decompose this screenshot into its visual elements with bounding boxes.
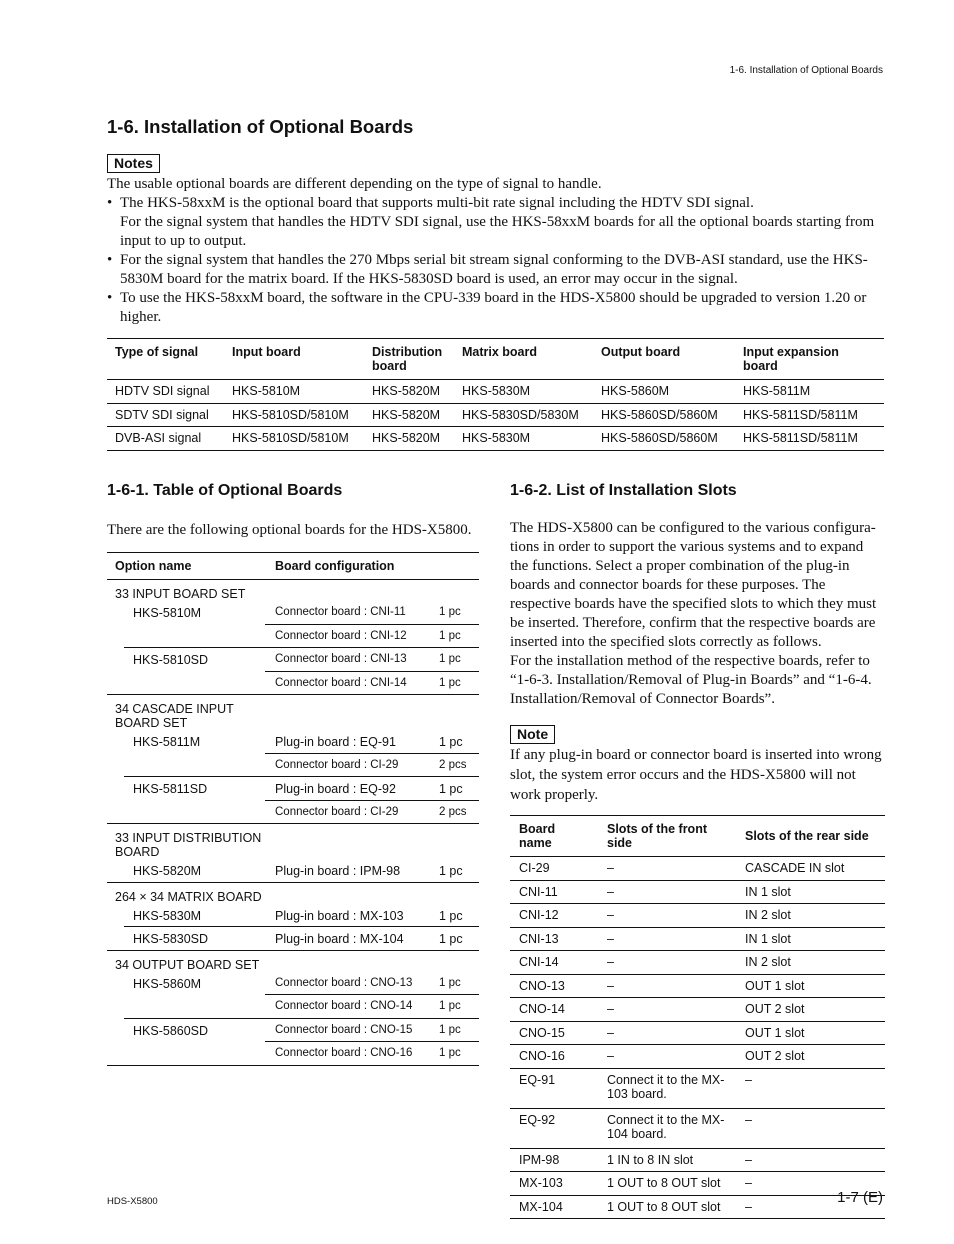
option-group <box>107 580 479 695</box>
page-number: 1-7 (E) <box>837 1189 883 1206</box>
table-row <box>510 1068 885 1108</box>
table-cell: OUT 1 slot <box>736 974 885 998</box>
col-type-of-signal: Type of signal <box>107 339 224 380</box>
table-row <box>510 974 885 998</box>
col-rear-slots: Slots of the rear side <box>736 816 885 857</box>
table-cell: Connect it to the MX-103 board. <box>598 1068 736 1108</box>
config-part: Connector board : CNI-13 <box>275 653 407 665</box>
table-cell: DVB-ASI signal <box>107 427 224 451</box>
table-cell: Connect it to the MX-104 board. <box>598 1108 736 1148</box>
config-qty: 1 pc <box>439 782 463 796</box>
config-part: Connector board : CI-29 <box>275 758 399 771</box>
option-group <box>107 951 479 1065</box>
notes-lead: The usable optional boards are different depending on the type of signal to handle. <box>107 176 602 192</box>
option-model-name: HKS-5830M <box>133 908 202 923</box>
config-row <box>265 601 479 624</box>
option-group <box>107 883 479 951</box>
table-row <box>510 927 885 951</box>
config-row <box>265 624 479 648</box>
table-cell: IN 1 slot <box>736 880 885 904</box>
config-qty: 1 pc <box>439 606 461 618</box>
table-cell: 1 OUT to 8 OUT slot <box>598 1195 736 1219</box>
table-cell: CNO-13 <box>510 974 598 998</box>
table-cell: HKS-5810M <box>224 380 364 404</box>
table-cell: HKS-5820M <box>364 403 454 427</box>
table-cell: MX-103 <box>510 1172 598 1196</box>
table-cell: CI-29 <box>510 857 598 881</box>
config-qty: 1 pc <box>439 908 463 923</box>
config-row <box>265 927 479 950</box>
option-model <box>124 647 479 694</box>
table-cell: – <box>736 1108 885 1148</box>
config-qty: 1 pc <box>439 676 461 689</box>
col-board-configuration: Board configuration <box>275 559 395 573</box>
option-group-name: 264 × 34 MATRIX BOARD <box>115 889 262 904</box>
installation-slots-table <box>510 815 885 1219</box>
table-row <box>510 1045 885 1069</box>
col-input-expansion-board: Input expansion board <box>735 339 884 380</box>
config-part: Connector board : CNI-12 <box>275 629 407 642</box>
table-cell: HKS-5810SD/5810M <box>224 427 364 451</box>
option-group-name: 34 CASCADE INPUT BOARD SET <box>115 702 234 730</box>
table-cell: CNO-16 <box>510 1045 598 1069</box>
table-cell: HKS-5811M <box>735 380 884 404</box>
table-cell: HKS-5820M <box>364 427 454 451</box>
notes-label: Notes <box>107 154 160 173</box>
col-input-board: Input board <box>224 339 364 380</box>
footer-model: HDS-X5800 <box>107 1196 158 1207</box>
config-part: Connector board : CNO-16 <box>275 1047 413 1059</box>
table-cell: IN 2 slot <box>736 951 885 975</box>
table-cell: – <box>598 1045 736 1069</box>
note-body: If any plug-in board or connector board is inserted into wrong slot, the system error occurs and the HDS-X5800 will not work properly. <box>510 747 882 803</box>
table-cell: OUT 2 slot <box>736 998 885 1022</box>
signal-table-header-row <box>107 339 884 380</box>
table-cell: IN 2 slot <box>736 904 885 928</box>
table-cell: HKS-5830SD/5830M <box>454 403 593 427</box>
note-bullet-1-line1: The HKS-58xxM is the optional board that supports multi-bit rate signal including the HDTV SDI signal. <box>120 195 754 211</box>
table-cell: – <box>598 974 736 998</box>
col-front-slots: Slots of the front side <box>598 816 736 857</box>
table-cell: – <box>598 857 736 881</box>
table-cell: HKS-5820M <box>364 380 454 404</box>
option-model-name: HKS-5810M <box>133 606 202 620</box>
option-group-name: 34 OUTPUT BOARD SET <box>115 957 260 972</box>
subsection-title-optional-boards: 1-6-1. Table of Optional Boards <box>107 482 343 499</box>
table-row <box>510 904 885 928</box>
option-model <box>124 926 479 950</box>
signal-board-table <box>107 338 884 451</box>
config-row <box>265 730 479 753</box>
config-row <box>265 994 479 1018</box>
table-cell: – <box>598 927 736 951</box>
option-model <box>107 730 479 776</box>
slots-header-row <box>510 816 885 857</box>
config-part: Connector board : CNI-14 <box>275 676 407 689</box>
table-cell: CNI-11 <box>510 880 598 904</box>
option-model <box>107 904 479 927</box>
config-part: Connector board : CNO-13 <box>275 976 413 989</box>
table-cell: – <box>736 1068 885 1108</box>
config-row <box>265 972 479 995</box>
note-bullet-3 <box>107 289 887 327</box>
table-cell: IPM-98 <box>510 1148 598 1172</box>
bullet-mark: • <box>107 195 113 211</box>
table-cell: EQ-91 <box>510 1068 598 1108</box>
table-cell: HKS-5810SD/5810M <box>224 403 364 427</box>
option-group <box>107 824 479 883</box>
config-part: Plug-in board : EQ-92 <box>275 782 396 796</box>
col-matrix-board: Matrix board <box>454 339 593 380</box>
table-cell: MX-104 <box>510 1195 598 1219</box>
table-row <box>510 1108 885 1148</box>
option-model <box>107 601 479 647</box>
table-cell: EQ-92 <box>510 1108 598 1148</box>
bullet-mark: • <box>107 252 113 268</box>
col-distribution-board: Distribution board <box>364 339 454 380</box>
table-cell: – <box>598 1021 736 1045</box>
table-cell: 1 OUT to 8 OUT slot <box>598 1172 736 1196</box>
table-cell: CNO-14 <box>510 998 598 1022</box>
option-model-name: HKS-5830SD <box>133 932 209 946</box>
note-bullet-2 <box>107 251 887 289</box>
table-cell: – <box>598 880 736 904</box>
config-part: Connector board : CNO-14 <box>275 1000 413 1012</box>
config-row <box>265 1019 479 1042</box>
config-qty: 1 pc <box>439 735 463 749</box>
table-row <box>510 998 885 1022</box>
optional-boards-intro: There are the following optional boards for the HDS-X5800. <box>107 522 472 538</box>
config-part: Connector board : CNO-15 <box>275 1023 413 1036</box>
table-cell: CNI-13 <box>510 927 598 951</box>
subsection-title-installation-slots: 1-6-2. List of Installation Slots <box>510 482 737 499</box>
col-option-name: Option name <box>115 559 192 573</box>
config-row <box>265 859 479 882</box>
table-row <box>510 1148 885 1172</box>
config-qty: 1 pc <box>439 1000 461 1012</box>
running-head: 1-6. Installation of Optional Boards <box>729 65 883 76</box>
table-cell: HKS-5811SD/5811M <box>735 427 884 451</box>
table-row <box>107 380 884 404</box>
note-bullet-3-text: To use the HKS-58xxM board, the software in the CPU-339 board in the HDS-X5800 should be upgraded to version 1.20 or higher. <box>120 290 867 325</box>
table-cell: CNI-12 <box>510 904 598 928</box>
table-cell: HKS-5860M <box>593 380 735 404</box>
config-qty: 2 pcs <box>439 805 467 818</box>
table-cell: OUT 1 slot <box>736 1021 885 1045</box>
table-cell: HKS-5830M <box>454 380 593 404</box>
table-cell: HKS-5860SD/5860M <box>593 427 735 451</box>
config-row <box>265 1041 479 1065</box>
table-cell: CASCADE IN slot <box>736 857 885 881</box>
installation-slots-body <box>510 519 885 709</box>
config-qty: 1 pc <box>439 629 461 642</box>
table-row <box>510 1172 885 1196</box>
config-part: Plug-in board : MX-104 <box>275 932 404 946</box>
option-model-name: HKS-5810SD <box>133 653 209 667</box>
col-output-board: Output board <box>593 339 735 380</box>
option-model-name: HKS-5860SD <box>133 1023 209 1038</box>
config-qty: 1 pc <box>439 1047 461 1059</box>
table-row <box>510 880 885 904</box>
table-cell: – <box>598 951 736 975</box>
note-bullet-1 <box>107 194 887 251</box>
bullet-mark: • <box>107 290 113 306</box>
table-row <box>510 857 885 881</box>
option-model <box>124 776 479 823</box>
section-title: 1-6. Installation of Optional Boards <box>107 116 414 137</box>
table-cell: – <box>736 1148 885 1172</box>
options-header-row <box>107 553 479 580</box>
table-cell: – <box>598 998 736 1022</box>
table-cell: – <box>736 1172 885 1196</box>
option-model-name: HKS-5860M <box>133 976 202 991</box>
table-cell: – <box>598 904 736 928</box>
option-group-name: 33 INPUT DISTRIBUTION BOARD <box>115 831 262 859</box>
config-part: Connector board : CNI-11 <box>275 606 406 618</box>
optional-boards-table <box>107 552 479 1066</box>
installation-slots-paragraph-2: For the installation method of the respective boards, refer to “1-6-3. Installation/Removal of Plug-in Boards” and “1-6-4. Installation/Removal of Connector Boards”. <box>510 653 872 707</box>
config-part: Plug-in board : EQ-91 <box>275 735 396 749</box>
note-label: Note <box>510 725 555 744</box>
config-part: Plug-in board : MX-103 <box>275 908 404 923</box>
table-cell: HKS-5860SD/5860M <box>593 403 735 427</box>
col-board-name: Board name <box>510 816 598 857</box>
option-model-name: HKS-5811M <box>133 735 201 749</box>
note-bullet-2-text: For the signal system that handles the 270 Mbps serial bit stream signal conforming to the DVB-ASI standard, use the HKS-5830M board for the matrix board. If the HKS-5830SD board is used, an error may occur in the signal. <box>120 252 868 287</box>
table-cell: HKS-5830M <box>454 427 593 451</box>
option-model <box>107 972 479 1018</box>
option-group <box>107 695 479 824</box>
config-qty: 1 pc <box>439 1023 461 1036</box>
config-row <box>265 777 479 800</box>
option-model-name: HKS-5820M <box>133 864 202 878</box>
installation-slots-paragraph-1: The HDS-X5800 can be configured to the various configura-tions in order to support the various systems and to expand the functions. Select a proper combination of the plug-in boards and connector boards for these purposes. The respective boards have the specified slots to which they must be inserted. Therefore, confirm that the respective boards are inserted into the specified slots correctly as follows. <box>510 520 877 650</box>
table-row <box>510 1195 885 1219</box>
config-part: Plug-in board : IPM-98 <box>275 864 401 878</box>
option-model-name: HKS-5811SD <box>133 782 208 796</box>
table-row <box>510 1021 885 1045</box>
table-cell: – <box>736 1195 885 1219</box>
config-row <box>265 753 479 777</box>
table-cell: SDTV SDI signal <box>107 403 224 427</box>
table-cell: 1 IN to 8 IN slot <box>598 1148 736 1172</box>
notes-body <box>107 175 887 327</box>
config-part: Connector board : CI-29 <box>275 805 399 818</box>
note-bullet-1-line2: For the signal system that handles the HDTV SDI signal, use the HKS-58xxM boards for all the optional boards starting from input to up to output. <box>120 214 875 249</box>
config-qty: 1 pc <box>439 976 461 989</box>
config-qty: 1 pc <box>439 932 463 946</box>
table-cell: IN 1 slot <box>736 927 885 951</box>
config-qty: 1 pc <box>439 653 461 665</box>
option-group-name: 33 INPUT BOARD SET <box>115 587 246 601</box>
table-cell: HDTV SDI signal <box>107 380 224 404</box>
config-row <box>265 671 479 695</box>
config-row <box>265 800 479 824</box>
option-model <box>107 859 479 882</box>
table-row <box>510 951 885 975</box>
table-cell: CNO-15 <box>510 1021 598 1045</box>
table-row <box>107 403 884 427</box>
option-model <box>124 1018 479 1065</box>
config-qty: 1 pc <box>439 864 463 878</box>
config-qty: 2 pcs <box>439 758 467 771</box>
config-row <box>265 648 479 671</box>
table-cell: CNI-14 <box>510 951 598 975</box>
table-row <box>107 427 884 451</box>
table-cell: HKS-5811SD/5811M <box>735 403 884 427</box>
table-cell: OUT 2 slot <box>736 1045 885 1069</box>
config-row <box>265 904 479 927</box>
